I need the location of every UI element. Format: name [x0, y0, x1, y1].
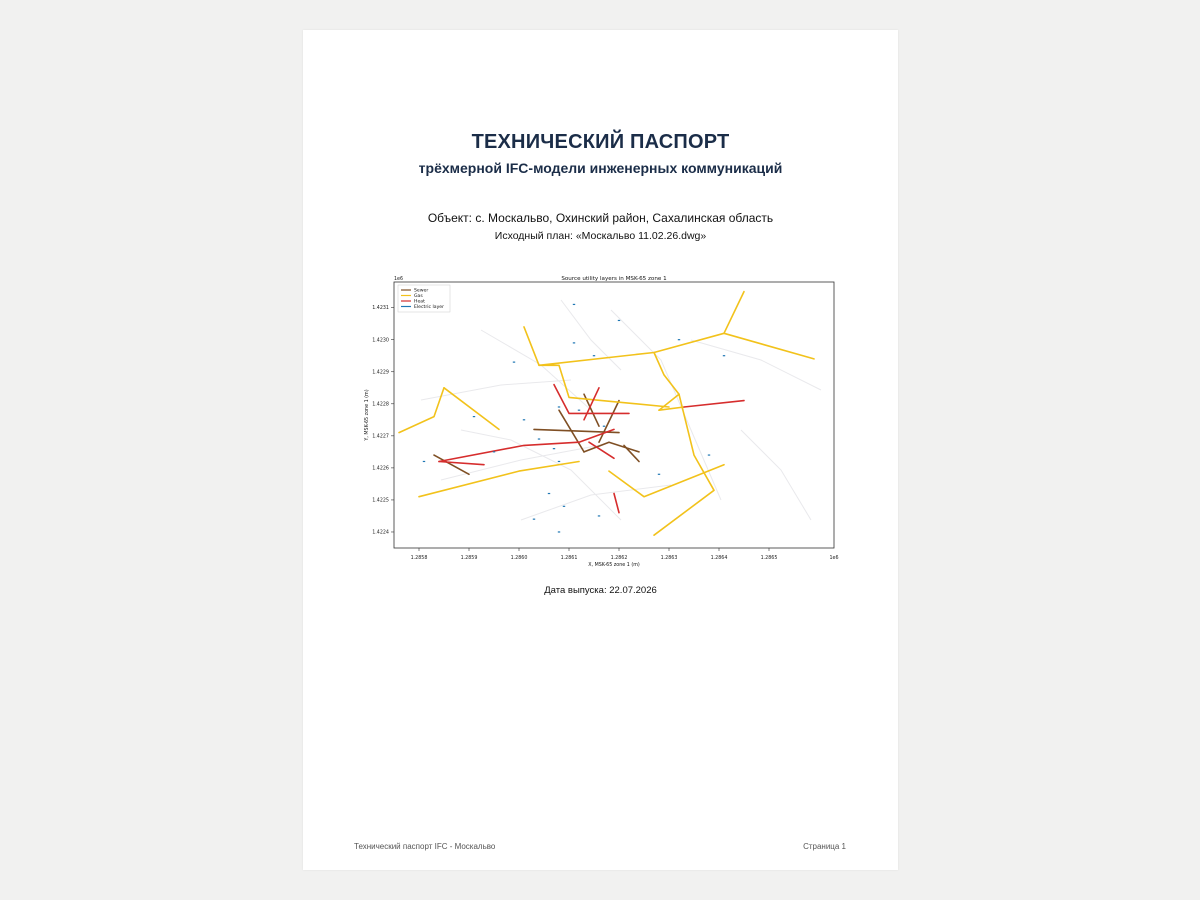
- legend-label: Electric layer: [414, 305, 445, 311]
- y-tick-label: 1.4226: [372, 466, 389, 472]
- sewer-line: [624, 445, 639, 461]
- y-offset-label: 1e6: [394, 277, 404, 282]
- y-tick-label: 1.4224: [372, 530, 389, 536]
- x-tick-label: 1.2863: [660, 556, 678, 561]
- release-date: Дата выпуска: 22.07.2026: [544, 585, 657, 596]
- y-tick-label: 1.4227: [372, 434, 389, 440]
- gas-line: [444, 388, 499, 430]
- y-axis-label: Y, MSK-65 zone 1 (m): [365, 389, 370, 441]
- legend-label: Heat: [414, 299, 425, 305]
- plot-frame: [394, 282, 834, 548]
- footer-page-number: Страница 1: [803, 842, 846, 851]
- x-tick-label: 1.2860: [510, 556, 528, 561]
- x-offset-label: 1e6: [829, 556, 839, 561]
- x-tick-label: 1.2861: [560, 556, 578, 561]
- sewer-line: [599, 401, 619, 443]
- gas-line: [399, 388, 444, 433]
- y-tick-label: 1.4230: [372, 338, 389, 344]
- x-tick-label: 1.2864: [710, 556, 728, 561]
- x-axis-label: X, MSK-65 zone 1 (m): [588, 563, 640, 568]
- sewer-line: [434, 455, 469, 474]
- basemap-street: [741, 430, 811, 520]
- heat-line: [439, 429, 614, 461]
- document-subtitle: трёхмерной IFC-модели инженерных коммуникаций: [418, 160, 783, 176]
- x-tick-label: 1.2859: [460, 556, 478, 561]
- utility-layers-chart: [361, 270, 841, 568]
- chart-svg: [361, 270, 841, 568]
- document-page: [303, 30, 898, 870]
- heat-line: [439, 462, 484, 465]
- source-plan-line: Исходный план: «Москальво 11.02.26.dwg»: [494, 230, 707, 242]
- basemap-street: [691, 340, 821, 390]
- gas-line: [654, 353, 679, 411]
- y-tick-label: 1.4228: [372, 402, 389, 408]
- heat-line: [684, 401, 744, 407]
- x-tick-label: 1.2865: [760, 556, 778, 561]
- y-tick-label: 1.4229: [372, 370, 389, 376]
- x-tick-label: 1.2858: [410, 556, 428, 561]
- heat-line: [584, 388, 599, 420]
- y-tick-label: 1.4231: [372, 306, 389, 312]
- basemap-street: [521, 485, 671, 520]
- chart-title: Source utility layers in MSK-65 zone 1: [561, 276, 667, 282]
- y-tick-label: 1.4225: [372, 498, 389, 504]
- legend-label: Gas: [414, 294, 423, 300]
- gas-line: [609, 465, 724, 497]
- footer-document-name: Технический паспорт IFC - Москальво: [354, 842, 496, 851]
- object-line: Объект: с. Москальво, Охинский район, Сахалинская область: [427, 211, 774, 225]
- legend-label: Sewer: [414, 288, 429, 294]
- gas-line: [724, 292, 744, 334]
- heat-line: [614, 494, 619, 513]
- gas-line: [524, 327, 814, 365]
- gas-line: [539, 365, 669, 407]
- document-title: ТЕХНИЧЕСКИЙ ПАСПОРТ: [471, 131, 730, 153]
- x-tick-label: 1.2862: [610, 556, 628, 561]
- gas-line: [654, 394, 714, 535]
- basemap-street: [461, 430, 621, 520]
